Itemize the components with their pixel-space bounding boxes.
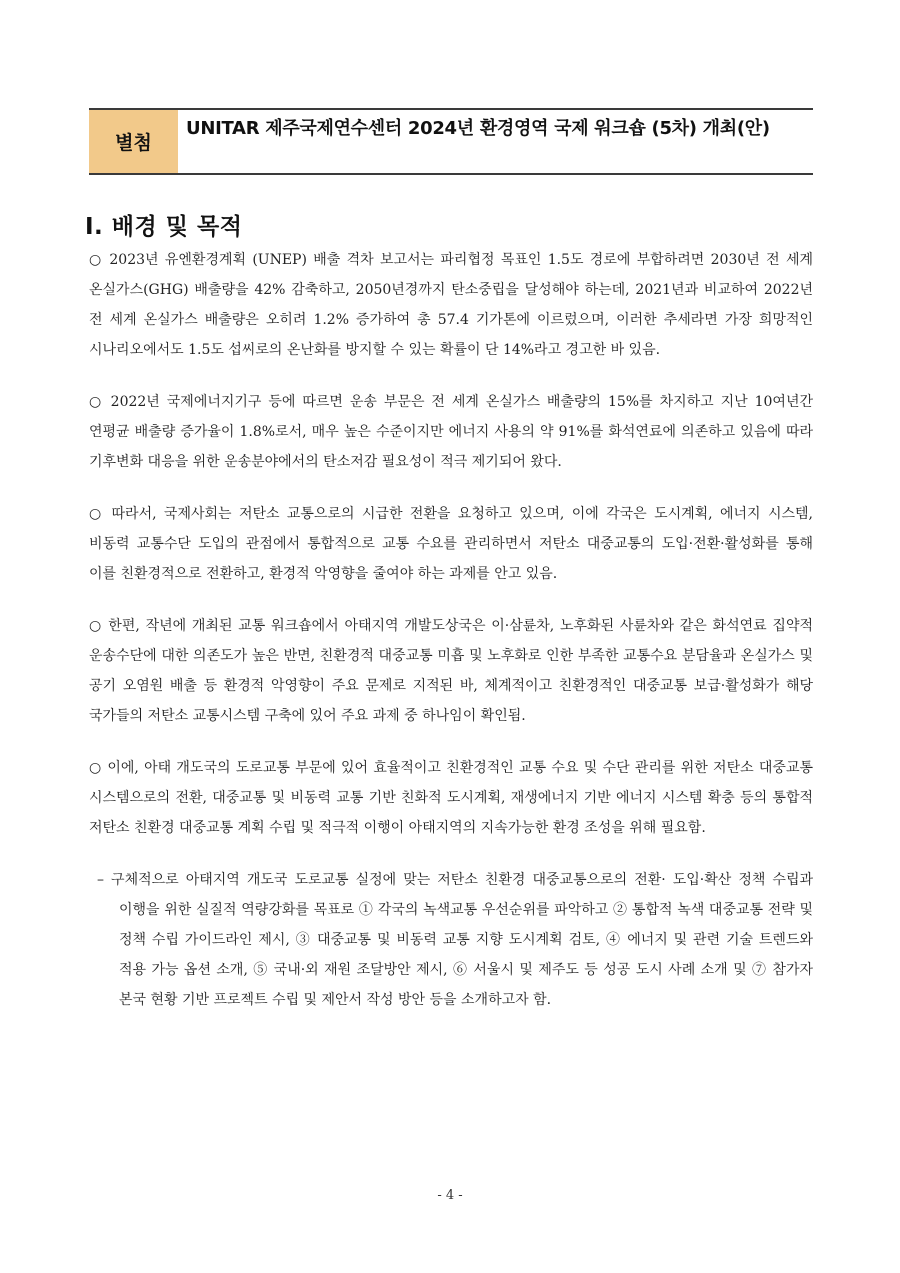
document-body <box>89 245 813 1015</box>
paragraph-low-carbon-transition: ○ 따라서, 국제사회는 저탄소 교통으로의 시급한 전환을 요청하고 있으며, 이에 각국은 도시계획, 에너지 시스템, 비동력 교통수단 도입의 관점에서 통합적으로 교통 수요를 관리하면서 저탄소 대중교통의 도입·전환·활성화를 통해 이를 친환경적으로 전환하고, 환경적 악영향을 줄여야 하는 과제를 안고 있음. <box>89 506 813 582</box>
section-heading: Ⅰ. 배경 및 목적 <box>85 214 243 240</box>
paragraph-unep-report: ○ 2023년 유엔환경계획 (UNEP) 배출 격차 보고서는 파리협정 목표인 1.5도 경로에 부합하려면 2030년 전 세계 온실가스(GHG) 배출량을 42% 감축하고, 2050년경까지 탄소중립을 달성해야 하는데, 2021년과 비교하여 2022년 전 세계 온실가스 배출량은 오히려 1.2% 증가하여 총 57.4 기가톤에 이르렀으며, 이러한 추세라면 가장 희망적인 시나리오에서도 1.5도 섭씨로의 온난화를 방지할 수 있는 확률이 단 14%라고 경고한 바 있음. <box>89 252 813 358</box>
document-title: UNITAR 제주국제연수센터 2024년 환경영역 국제 워크숍 (5차) 개최(안) <box>186 118 770 139</box>
paragraph-previous-workshop: ○ 한편, 작년에 개최된 교통 워크숍에서 아태지역 개발도상국은 이·삼륜차, 노후화된 사륜차와 같은 화석연료 집약적 운송수단에 대한 의존도가 높은 반면, 친환경적 대중교통 미흡 및 노후화로 인한 부족한 교통수요 분담율과 온실가스 및 공기 오염원 배출 등 환경적 악영향이 주요 문제로 지적된 바, 체계적이고 친환경적인 대중교통 보급·활성화가 해당 국가들의 저탄소 교통시스템 구축에 있어 주요 과제 중 하나임이 확인됨. <box>89 618 813 724</box>
paragraph-transport-emissions: ○ 2022년 국제에너지기구 등에 따르면 운송 부문은 전 세계 온실가스 배출량의 15%를 차지하고 지난 10여년간 연평균 배출량 증가율이 1.8%로서, 매우 높은 수준이지만 에너지 사용의 약 91%를 화석연료에 의존하고 있음에 따라 기후변화 대응을 위한 운송분야에서의 탄소저감 필요성이 적극 제기되어 왔다. <box>89 394 813 470</box>
attachment-badge: 별첨 <box>89 110 178 173</box>
paragraph-asia-pacific-need: ○ 이에, 아태 개도국의 도로교통 부문에 있어 효율적이고 친환경적인 교통 수요 및 수단 관리를 위한 저탄소 대중교통 시스템으로의 전환, 대중교통 및 비동력 교통 기반 친화적 도시계획, 재생에너지 기반 에너지 시스템 확충 등의 통합적 저탄소 친환경 대중교통 계획 수립 및 적극적 이행이 아태지역의 지속가능한 환경 조성을 위해 필요함. <box>89 760 813 836</box>
sub-item-workshop-objectives: – 구체적으로 아태지역 개도국 도로교통 실정에 맞는 저탄소 친환경 대중교통으로의 전환· 도입·확산 정책 수립과 이행을 위한 실질적 역량강화를 목표로 ① 각국의 녹색교통 우선순위를 파악하고 ② 통합적 녹색 대중교통 전략 및 정책 수립 가이드라인 제시, ③ 대중교통 및 비동력 교통 지향 도시계획 검토, ④ 에너지 및 관련 기술 트렌드와 적용 가능 옵션 소개, ⑤ 국내·외 재원 조달방안 제시, ⑥ 서울시 및 제주도 등 성공 도시 사례 소개 및 ⑦ 참가자 본국 현황 기반 프로젝트 수립 및 제안서 작성 방안 등을 소개하고자 함. <box>97 872 813 1008</box>
attachment-header <box>89 108 813 175</box>
page-number: - 4 - <box>437 1188 463 1203</box>
